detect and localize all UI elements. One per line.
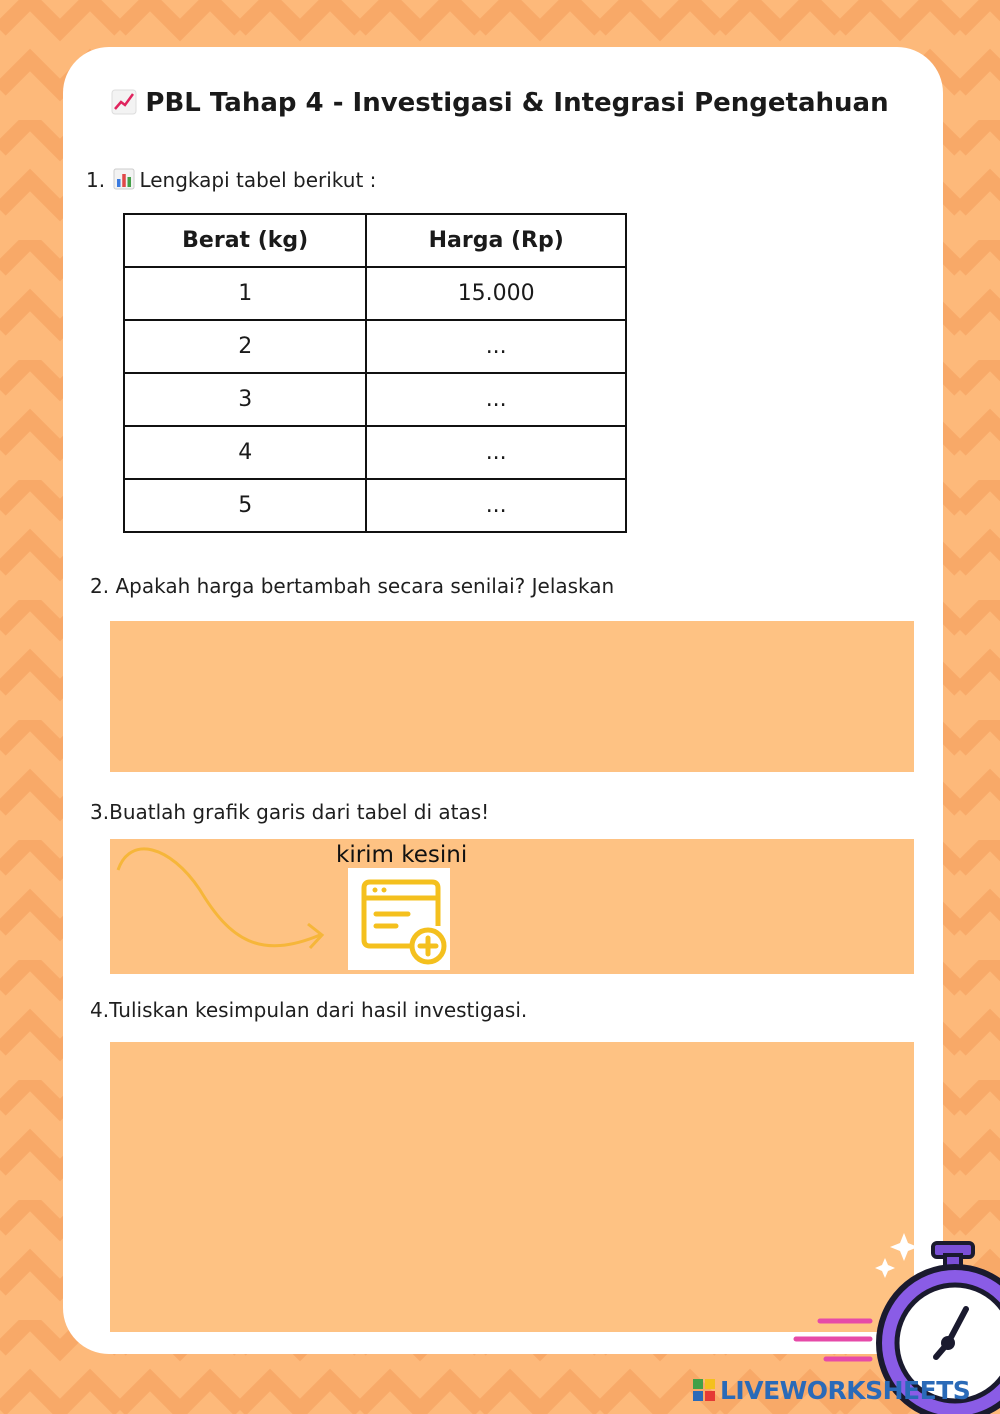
table-row (124, 320, 626, 373)
upload-label: kirim kesini (336, 842, 468, 868)
page-title-text: PBL Tahap 4 - Investigasi & Integrasi Pengetahuan (145, 88, 889, 118)
question-3-text: Buatlah grafik garis dari tabel di atas! (109, 800, 490, 824)
upload-button[interactable] (348, 868, 450, 970)
question-1-text: Lengkapi tabel berikut : (139, 168, 377, 192)
weight-cell: 2 (124, 320, 366, 373)
liveworksheets-logo-icon (692, 1378, 716, 1402)
column-header-price: Harga (Rp) (366, 214, 626, 267)
logo-text: LIVEWORKSHEETS (720, 1375, 971, 1405)
bar-chart-icon (113, 168, 135, 190)
price-cell[interactable]: ... (366, 479, 626, 532)
weight-cell: 4 (124, 426, 366, 479)
question-4-number: 4. (90, 998, 110, 1022)
liveworksheets-logo (692, 1374, 970, 1406)
table-header-row (124, 214, 626, 267)
weight-cell: 3 (124, 373, 366, 426)
price-table (123, 213, 627, 533)
page-title (0, 88, 1000, 118)
table-row (124, 426, 626, 479)
answer-box-question-2[interactable] (110, 621, 914, 772)
table-row (124, 373, 626, 426)
weight-cell: 5 (124, 479, 366, 532)
question-4-text: Tuliskan kesimpulan dari hasil investigasi. (109, 998, 528, 1022)
price-cell[interactable]: ... (366, 373, 626, 426)
chart-increasing-icon (111, 89, 137, 115)
question-2-text: Apakah harga bertambah secara senilai? Jelaskan (115, 574, 615, 598)
table-row (124, 267, 626, 320)
question-1 (86, 168, 376, 192)
question-2 (90, 574, 614, 598)
question-4 (90, 998, 527, 1022)
price-cell[interactable]: ... (366, 426, 626, 479)
column-header-weight: Berat (kg) (124, 214, 366, 267)
add-document-icon (348, 868, 450, 970)
question-2-number: 2. (90, 574, 110, 598)
weight-cell: 1 (124, 267, 366, 320)
curved-arrow-icon (110, 840, 340, 970)
price-cell[interactable]: ... (366, 320, 626, 373)
question-3-number: 3. (90, 800, 110, 824)
price-cell: 15.000 (366, 267, 626, 320)
question-3 (90, 800, 489, 824)
question-1-number: 1. (86, 168, 106, 192)
table-row (124, 479, 626, 532)
